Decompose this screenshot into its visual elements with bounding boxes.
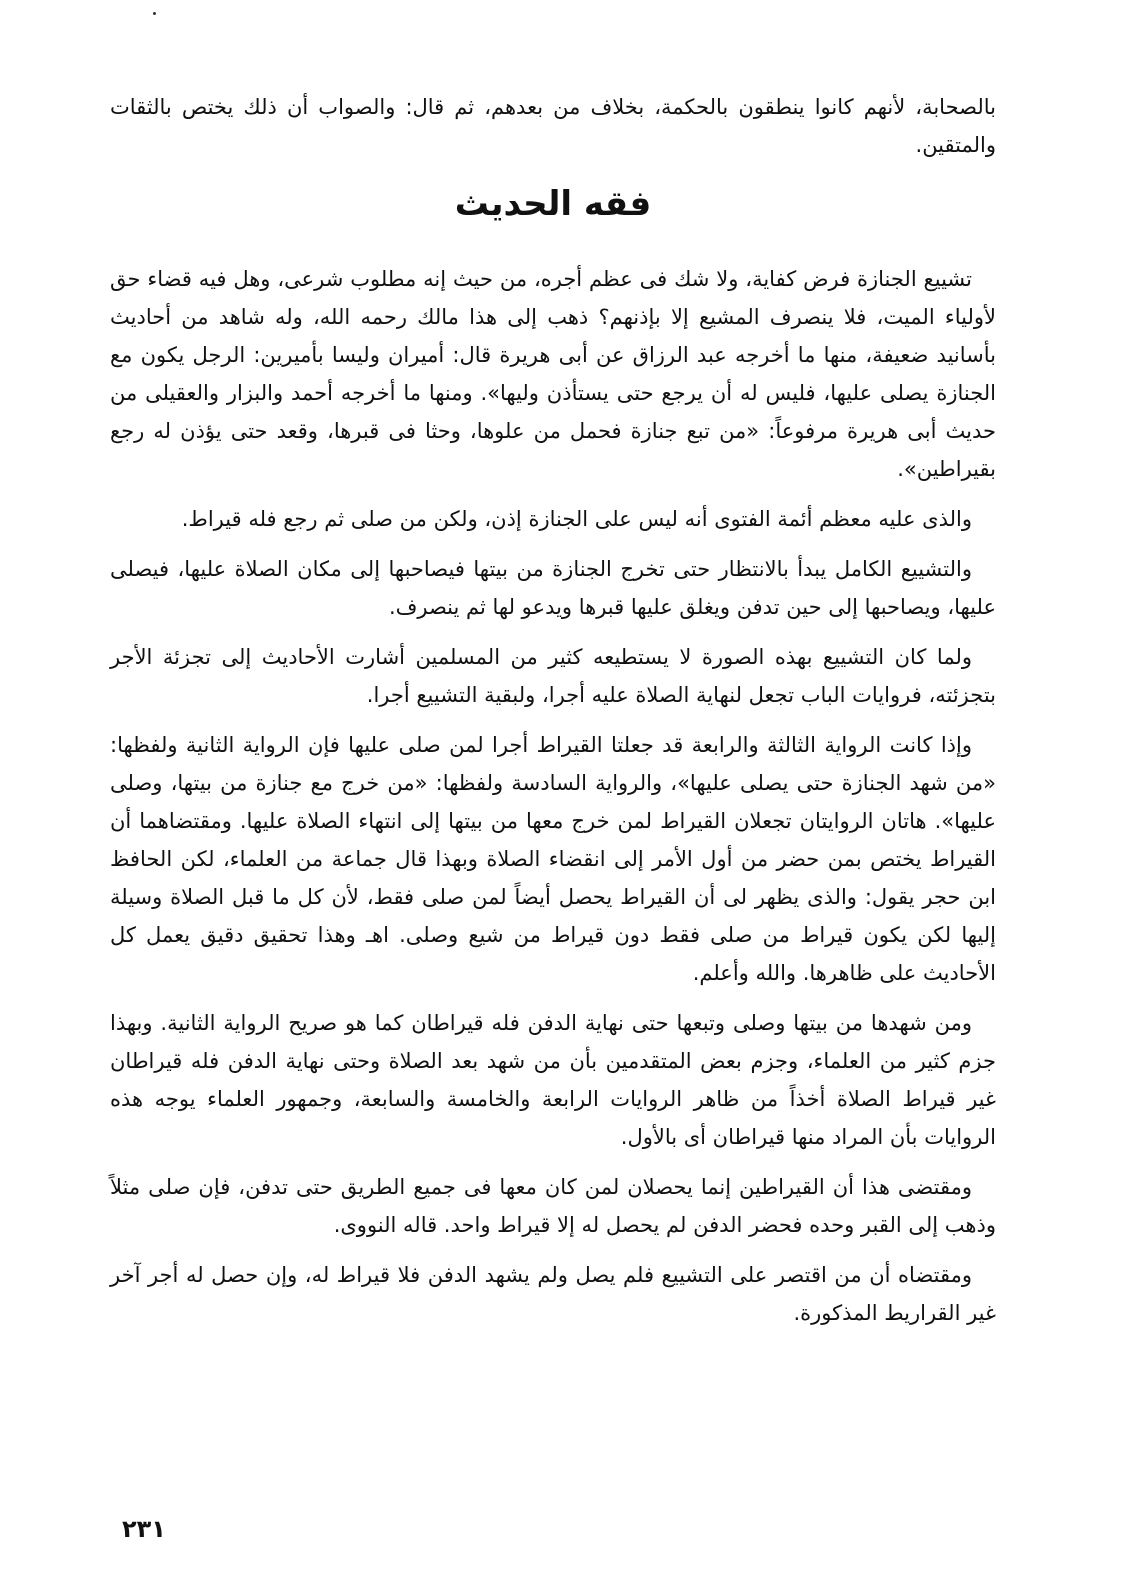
paragraph-8: ومقتضاه أن من اقتصر على التشييع فلم يصل ولم يشهد الدفن فلا قيراط له، وإن حصل له أجر آخر غير القراريط المذكورة. (110, 1263, 996, 1325)
paragraph-1: تشييع الجنازة فرض كفاية، ولا شك فى عظم أجره، من حيث إنه مطلوب شرعى، وهل فيه قضاء حق لأولياء الميت، فلا ينصرف المشيع إلا بإذنهم؟ ذهب إلى هذا مالك رحمه الله، وله شاهد من أحاديث بأسانيد ضعيفة، منها ما أخرجه عبد الرزاق عن أبى هريرة قال: أميران وليسا بأميرين: الرجل يكون مع الجنازة يصلى عليها، فليس له أن يرجع حتى يستأذن وليها». ومنها ما أخرجه أحمد والبزار والعقيلى من حديث أبى هريرة مرفوعاً: «من تبع جنازة فحمل من علوها، وحثا فى قبرها، وقعد حتى يؤذن له رجع بقيراطين». (110, 267, 996, 481)
document-page (110, 88, 996, 1344)
page-number: ٢٣١ (122, 1515, 166, 1543)
paragraph-5: وإذا كانت الرواية الثالثة والرابعة قد جعلتا القيراط أجرا لمن صلى عليها فإن الرواية الثانية ولفظها: «من شهد الجنازة حتى يصلى عليها»، والرواية السادسة ولفظها: «من خرج مع جنازة من بيتها، وصلى عليها». هاتان الروايتان تجعلان القيراط لمن خرج معها من بيتها إلى انتهاء الصلاة عليها. ومقتضاهما أن القيراط يختص بمن حضر من أول الأمر إلى انقضاء الصلاة وبهذا قال جماعة من العلماء، لكن الحافظ ابن حجر يقول: والذى يظهر لى أن القيراط يحصل أيضاً لمن صلى فقط، لأن كل ما قبل الصلاة وسيلة إليها لكن يكون قيراط من صلى فقط دون قيراط من شيع وصلى. اهـ وهذا تحقيق دقيق يعمل كل الأحاديث على ظاهرها. والله وأعلم. (110, 733, 996, 985)
paragraph-4: ولما كان التشييع بهذه الصورة لا يستطيعه كثير من المسلمين أشارت الأحاديث إلى تجزئة الأجر بتجزئته، فروايات الباب تجعل لنهاية الصلاة عليه أجرا، ولبقية التشييع أجرا. (110, 645, 996, 707)
paragraph-6: ومن شهدها من بيتها وصلى وتبعها حتى نهاية الدفن فله قيراطان كما هو صريح الرواية الثانية. وبهذا جزم كثير من العلماء، وجزم بعض المتقدمين بأن من شهد بعد الصلاة وحتى نهاية الدفن فله قيراطان غير قيراط الصلاة أخذاً من ظاهر الروايات الرابعة والخامسة والسابعة، وجمهور العلماء يوجه هذه الروايات بأن المراد منها قيراطان أى بالأول. (110, 1011, 996, 1149)
intro-paragraph: بالصحابة، لأنهم كانوا ينطقون بالحكمة، بخلاف من بعدهم، ثم قال: والصواب أن ذلك يختص بالثقات والمتقين. (110, 95, 996, 157)
scan-speck (153, 12, 156, 15)
paragraph-2: والذى عليه معظم أئمة الفتوى أنه ليس على الجنازة إذن، ولكن من صلى ثم رجع فله قيراط. (181, 507, 972, 531)
section-heading: فقه الحديث (454, 184, 652, 224)
paragraph-3: والتشييع الكامل يبدأ بالانتظار حتى تخرج الجنازة من بيتها فيصاحبها إلى مكان الصلاة عليها، فيصلى عليها، ويصاحبها إلى حين تدفن ويغلق عليها قبرها ويدعو لها ثم ينصرف. (110, 557, 996, 619)
paragraph-7: ومقتضى هذا أن القيراطين إنما يحصلان لمن كان معها فى جميع الطريق حتى تدفن، فإن صلى مثلاً وذهب إلى القبر وحده فحضر الدفن لم يحصل له إلا قيراط واحد. قاله النووى. (110, 1175, 996, 1237)
